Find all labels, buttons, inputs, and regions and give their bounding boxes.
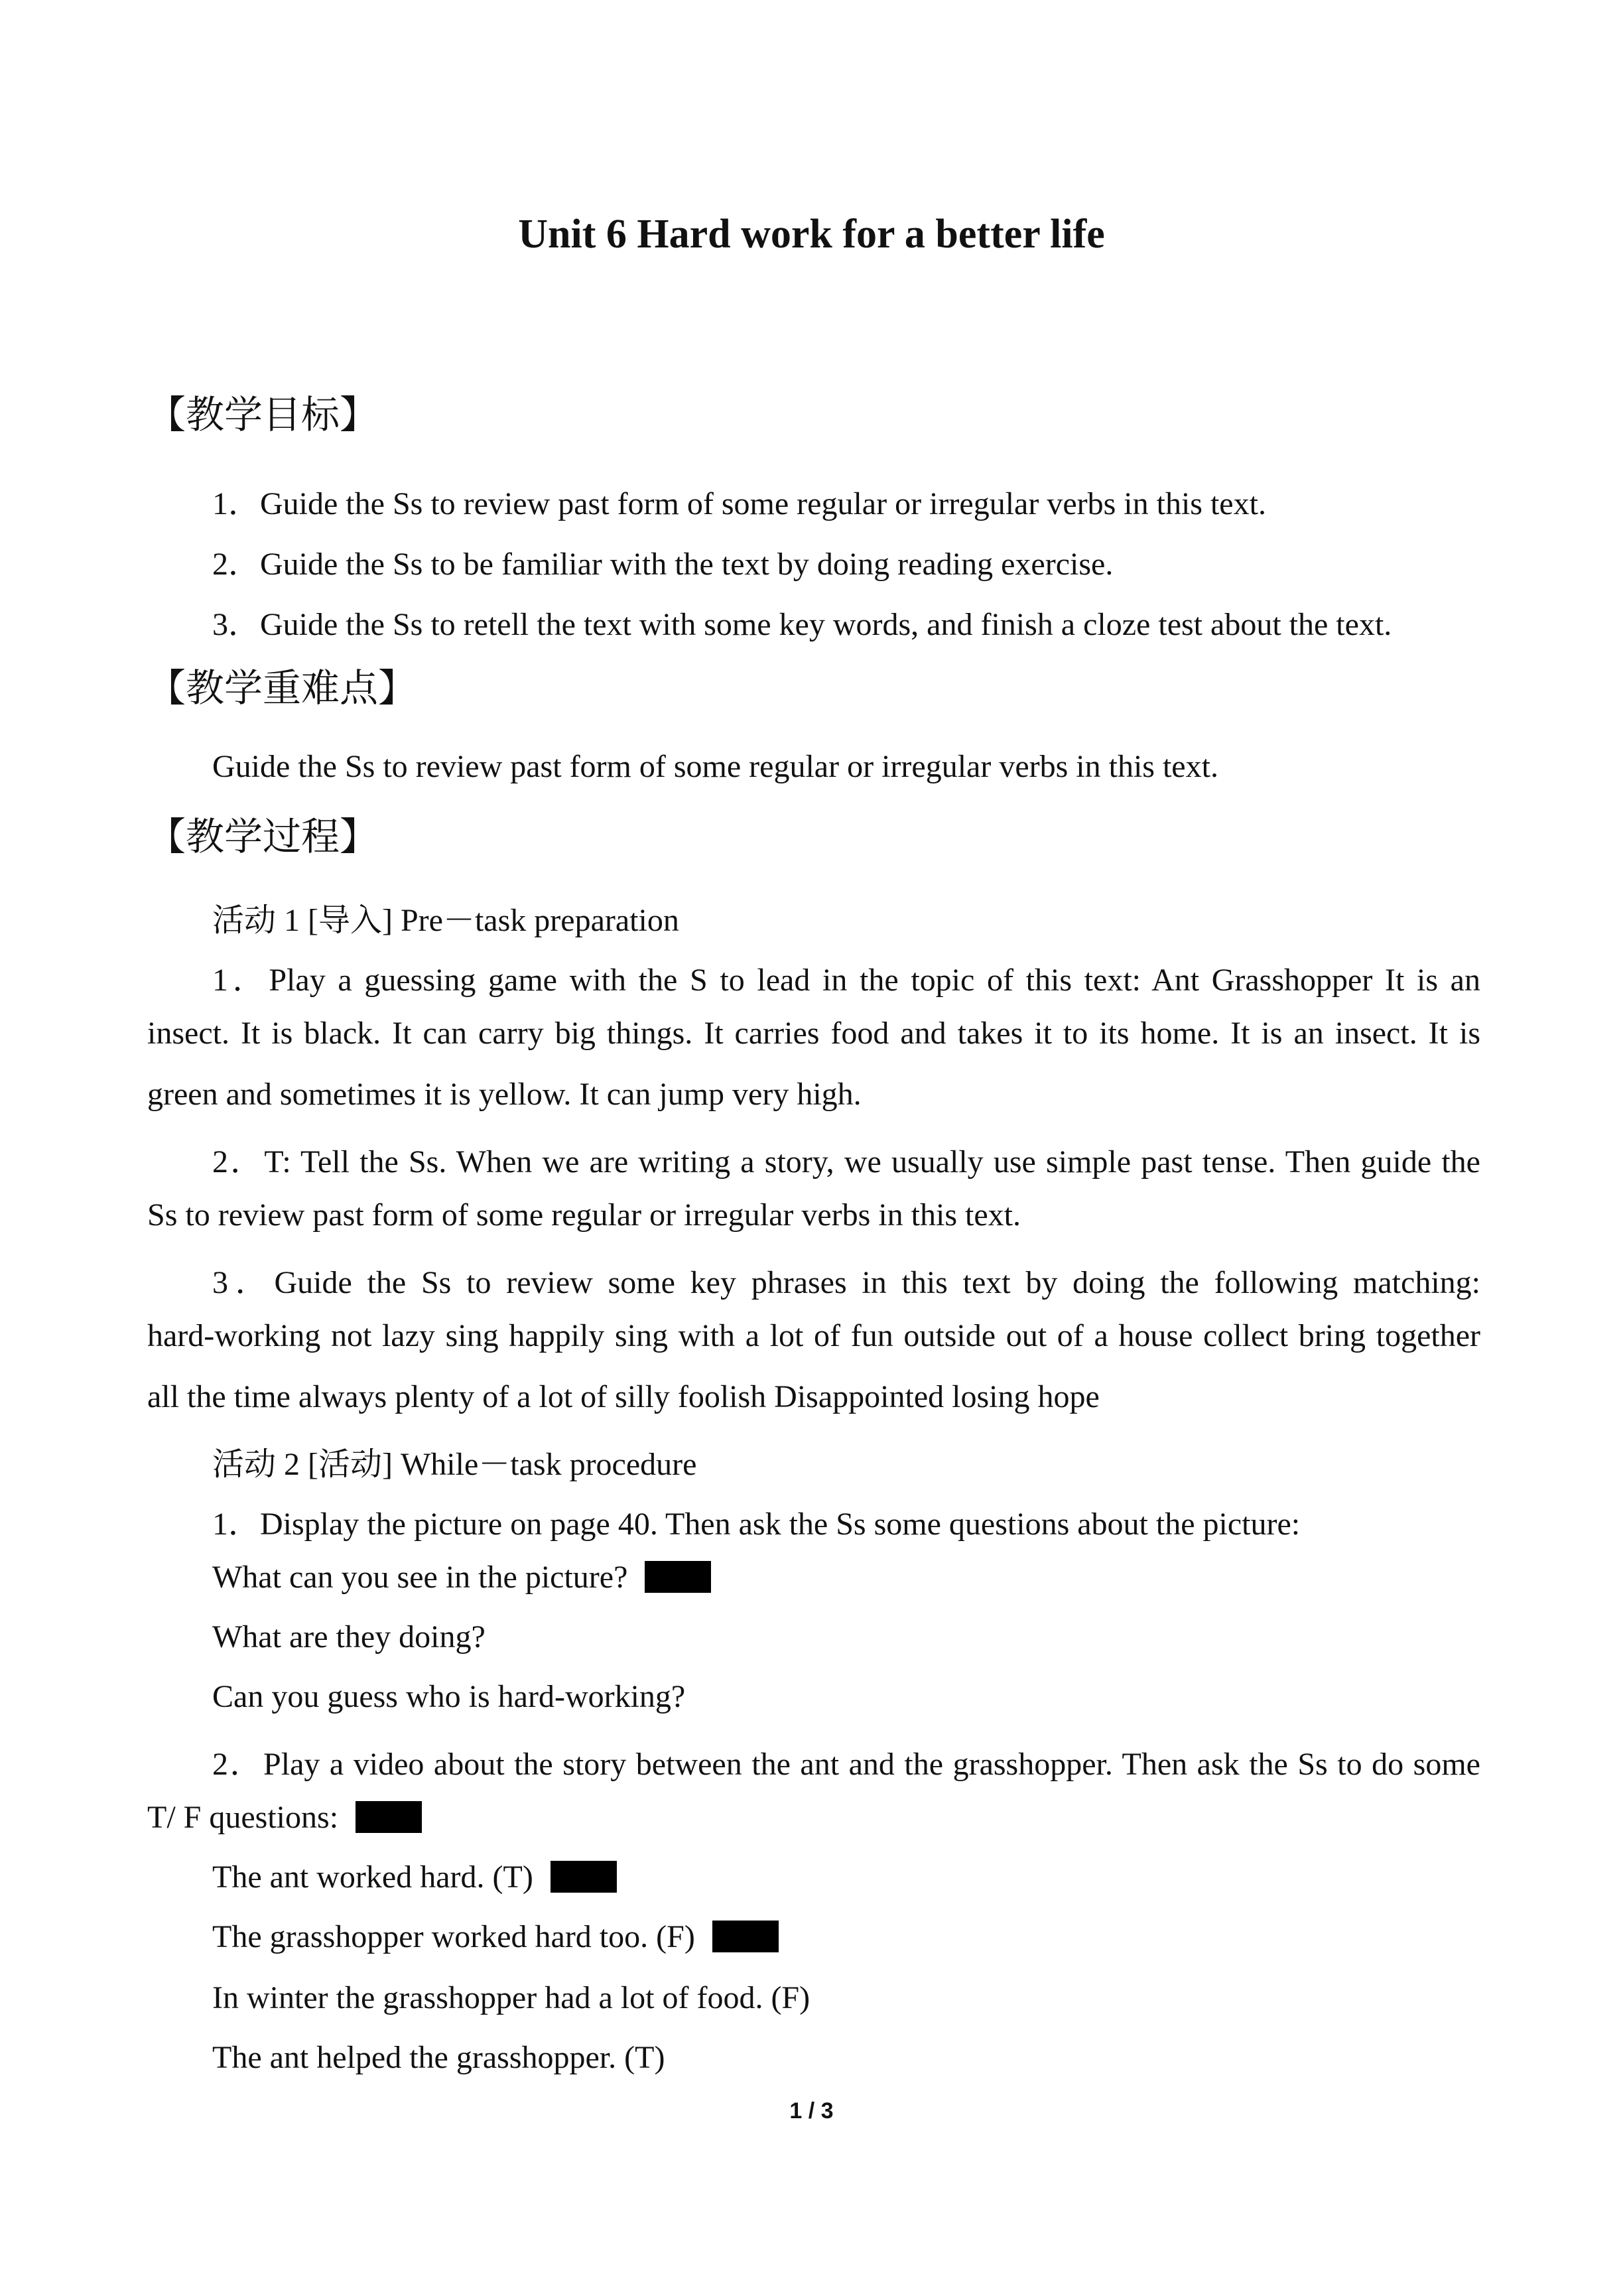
activity1-item1-line1: 1．Play a guessing game with the S to lead in the topic of this text: Ant Grasshopper It is an — [212, 963, 1480, 998]
activity1-item3-line1: 3．Guide the Ss to review some key phrases in this text by doing the following matching: — [212, 1265, 1480, 1300]
redaction-box — [356, 1801, 422, 1833]
section-heading-key-points: 【教学重难点】 — [147, 665, 417, 710]
tf-question-2 — [212, 1919, 1480, 1955]
question-text: What can you see in the picture? — [212, 1560, 628, 1595]
activity2-item1: 1．Display the picture on page 40. Then ask the Ss some questions about the picture: — [212, 1507, 1301, 1542]
tf-question-1 — [212, 1859, 1480, 1895]
activity2-label: 活动 2 [活动] While－task procedure — [212, 1447, 697, 1482]
activity1-item2-line2: Ss to review past form of some regular or irregular verbs in this text. — [147, 1197, 1021, 1233]
objective-item-1: 1．Guide the Ss to review past form of some regular or irregular verbs in this text. — [212, 486, 1266, 521]
activity1-item3-line2: hard-working not lazy sing happily sing with a lot of fun outside out of a house collect bring together — [147, 1318, 1480, 1353]
question-line-1 — [212, 1559, 1480, 1595]
activity1-item2-line1: 2．T: Tell the Ss. When we are writing a story, we usually use simple past tense. Then guide the — [212, 1144, 1480, 1180]
tf-question-3: In winter the grasshopper had a lot of food. (F) — [212, 1980, 811, 2015]
activity2-item2-line2 — [147, 1799, 1480, 1836]
activity1-item1-line2: insect. It is black. It can carry big things. It carries food and takes it to its home. It is an insect. It is — [147, 1016, 1480, 1051]
section-heading-objectives: 【教学目标】 — [147, 392, 379, 437]
question-line-2: What are they doing? — [212, 1619, 486, 1654]
activity1-item1-line3: green and sometimes it is yellow. It can jump very high. — [147, 1077, 862, 1112]
redaction-box — [645, 1561, 711, 1593]
section-heading-process: 【教学过程】 — [147, 814, 379, 859]
redaction-box — [551, 1861, 617, 1893]
activity2-item2-line1: 2．Play a video about the story between the ant and the grasshopper. Then ask the Ss to do some — [212, 1747, 1480, 1782]
objective-item-2: 2．Guide the Ss to be familiar with the text by doing reading exercise. — [212, 547, 1114, 582]
objective-item-3: 3．Guide the Ss to retell the text with some key words, and finish a cloze test about the text. — [212, 607, 1392, 642]
activity1-item3-line3: all the time always plenty of a lot of silly foolish Disappointed losing hope — [147, 1379, 1100, 1414]
activity1-label: 活动 1 [导入] Pre－task preparation — [212, 903, 679, 938]
redaction-box — [712, 1921, 779, 1952]
tf-text: The grasshopper worked hard too. (F) — [212, 1919, 695, 1954]
document-title: Unit 6 Hard work for a better life — [518, 212, 1105, 257]
question-line-3: Can you guess who is hard-working? — [212, 1679, 686, 1714]
tf-label: T/ F questions: — [147, 1800, 339, 1835]
page-number: 1 / 3 — [789, 2098, 834, 2124]
key-point-text: Guide the Ss to review past form of some regular or irregular verbs in this text. — [212, 749, 1218, 784]
tf-question-4: The ant helped the grasshopper. (T) — [212, 2040, 665, 2075]
tf-text: The ant worked hard. (T) — [212, 1859, 533, 1895]
